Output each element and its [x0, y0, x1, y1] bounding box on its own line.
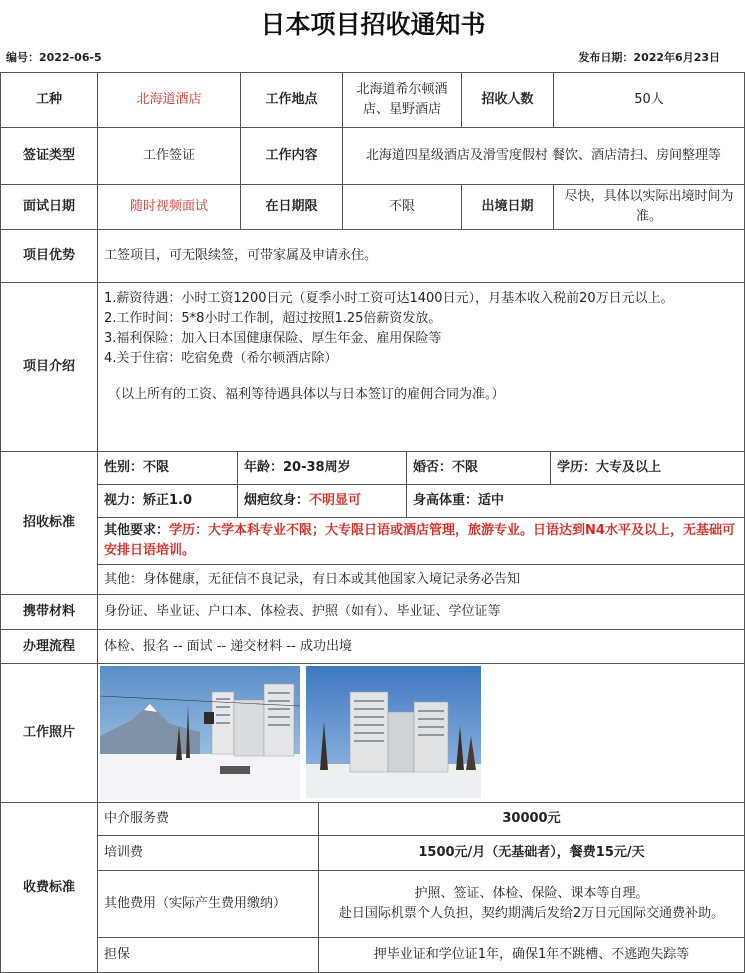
document-title: 日本项目招收通知书: [260, 10, 486, 39]
work-content-value: 北海道四星级酒店及滑雪度假村 餐饮、酒店清扫、房间整理等: [342, 127, 745, 185]
scar-prefix: 烟疤纹身：: [244, 493, 310, 508]
location-label: 工作地点: [240, 72, 343, 128]
intro-body: [97, 282, 745, 452]
intro-note: （以上所有的工资、福利等待遇具体以与日本签订的雇佣合同为准。）: [108, 387, 505, 402]
departure-label: 出境日期: [461, 184, 554, 230]
interview-label: 面试日期: [0, 184, 98, 230]
marriage-requirement: 婚否：不限: [406, 451, 551, 485]
age-requirement: 年龄：20-38周岁: [237, 451, 407, 485]
gender-requirement: 性别：不限: [97, 451, 238, 485]
vision-requirement: 视力：矫正1.0: [97, 484, 238, 518]
guarantee-value: 押毕业证和学位证1年，确保1年不跳槽、不逃跑失踪等: [318, 937, 745, 973]
scar-value: 不明显可: [309, 493, 362, 508]
headcount-value: 50人: [553, 72, 745, 128]
stay-value: 不限: [342, 184, 462, 230]
intro-line: 4.关于住宿：吃宿免费（希尔顿酒店除）: [104, 351, 338, 366]
guarantee-label: 担保: [97, 937, 319, 973]
visa-value: 工作签证: [97, 127, 241, 185]
materials-text: 身份证、毕业证、户口本、体检表、护照（如有）、毕业证、学位证等: [97, 594, 745, 630]
materials-label: 携带材料: [0, 594, 98, 630]
other-fees-line: 赴日国际机票个人负担，契约期满后发给2万日元国际交通费补助。: [338, 906, 725, 921]
fees-label: 收费标准: [0, 802, 98, 973]
advantage-text: 工签项目，可无限续签，可带家属及申请永住。: [97, 229, 745, 283]
location-value: 北海道希尔顿酒店、星野酒店: [342, 72, 462, 128]
visa-label: 签证类型: [0, 127, 98, 185]
other-fees-value: [318, 870, 745, 938]
job-type-label: 工种: [0, 72, 98, 128]
interview-value: 随时视频面试: [97, 184, 241, 230]
process-text: 体检、报名 -- 面试 -- 递交材料 -- 成功出境: [97, 629, 745, 664]
training-fee-value: 1500元/月（无基础者），餐费15元/天: [318, 835, 745, 871]
intro-line: 1.薪资待遇：小时工资1200日元（夏季小时工资可达1400日元），月基本收入税前20万日元以上。: [104, 291, 674, 306]
other-requirements: [97, 517, 745, 565]
stay-label: 在日期限: [240, 184, 343, 230]
misc-requirements: 其他：身体健康，无征信不良记录，有日本或其他国家入境记录务必告知: [97, 564, 745, 595]
publish-date: 发布日期：2022年6月23日: [578, 51, 720, 64]
intro-label: 项目介绍: [0, 282, 98, 452]
work-content-label: 工作内容: [240, 127, 343, 185]
agency-fee-label: 中介服务费: [97, 802, 319, 836]
other-fees-label: 其他费用（实际产生费用缴纳）: [97, 870, 319, 938]
hotel-photo-1: [100, 666, 300, 800]
education-requirement: 学历：大专及以上: [550, 451, 745, 485]
departure-value: 尽快，具体以实际出境时间为准。: [553, 184, 745, 230]
advantage-label: 项目优势: [0, 229, 98, 283]
intro-line: 3.福利保险：加入日本国健康保险、厚生年金、雇用保险等: [104, 331, 442, 346]
headcount-label: 招收人数: [461, 72, 554, 128]
photos-label: 工作照片: [0, 663, 98, 803]
other-prefix: 其他要求：: [104, 523, 170, 538]
other-fees-line: 护照、签证、体检、保险、课本等自理。: [414, 886, 649, 901]
requirements-label: 招收标准: [0, 451, 98, 595]
job-type-value: 北海道酒店: [97, 72, 241, 128]
agency-fee-value: 30000元: [318, 802, 745, 836]
scar-requirement: [237, 484, 407, 518]
height-weight-requirement: 身高体重：适中: [406, 484, 745, 518]
intro-line: 2.工作时间：5*8小时工作制，超过按照1.25倍薪资发放。: [104, 311, 442, 326]
document-number: 编号：2022-06-5: [6, 51, 102, 64]
training-fee-label: 培训费: [97, 835, 319, 871]
other-value: 学历：大学本科专业不限；大专限日语或酒店管理，旅游专业。日语达到N4水平及以上，无基础可安排日语培训。: [104, 523, 735, 558]
process-label: 办理流程: [0, 629, 98, 664]
hotel-photo-2: [306, 666, 481, 798]
